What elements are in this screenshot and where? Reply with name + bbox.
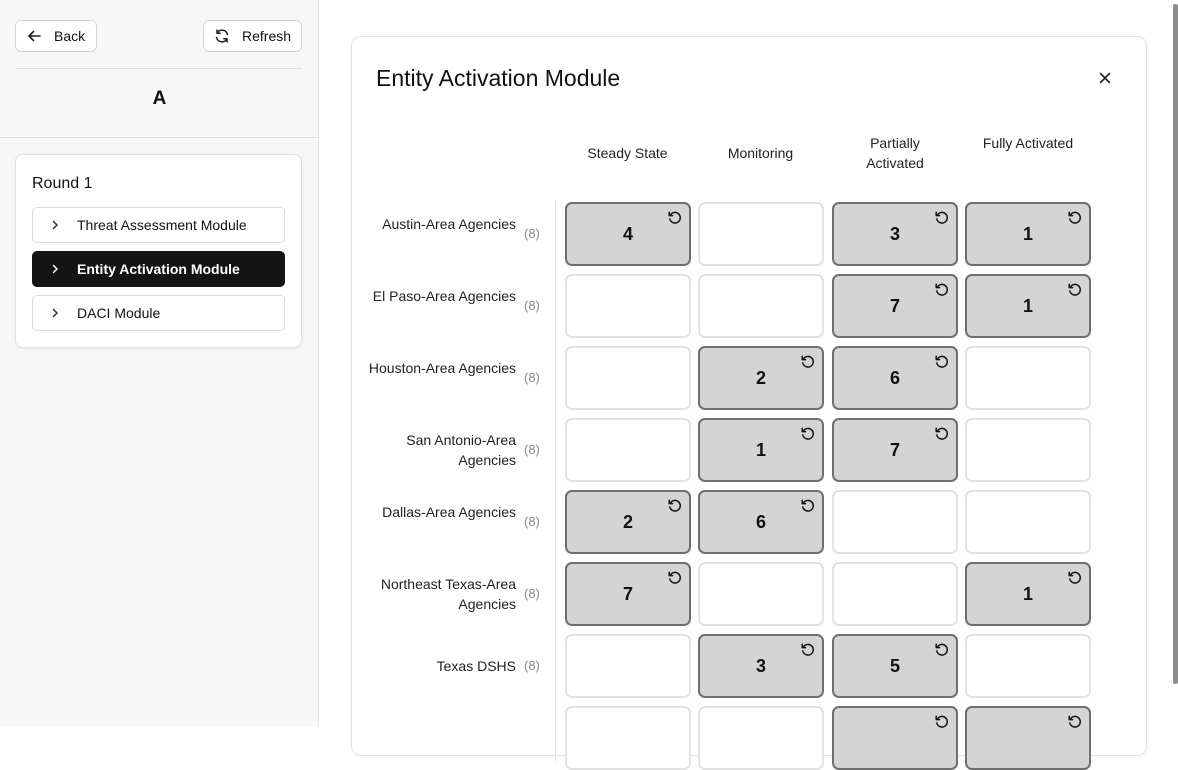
reset-icon[interactable]	[1066, 569, 1084, 587]
row-count: (8)	[524, 586, 540, 601]
cell-count: 7	[622, 584, 633, 604]
cell-count: 1	[755, 440, 766, 460]
divider	[15, 68, 302, 69]
activation-cell[interactable]	[832, 418, 958, 482]
close-icon[interactable]	[1098, 71, 1112, 85]
module-label: Threat Assessment Module	[77, 217, 247, 233]
column-header: Fully Activated	[982, 135, 1074, 151]
reset-icon[interactable]	[1066, 713, 1084, 731]
activation-cell[interactable]	[565, 202, 691, 266]
activation-cell[interactable]	[698, 634, 824, 698]
cell-count: 3	[889, 224, 900, 244]
refresh-icon	[214, 28, 230, 44]
reset-icon[interactable]	[933, 641, 951, 659]
activation-cell[interactable]	[832, 706, 958, 770]
activation-cell[interactable]	[698, 562, 824, 626]
activation-cell[interactable]	[698, 346, 824, 410]
activation-cell[interactable]	[965, 274, 1091, 338]
activation-cell[interactable]	[698, 706, 824, 770]
reset-icon[interactable]	[799, 641, 817, 659]
activation-cell[interactable]	[832, 562, 958, 626]
cell-count: 4	[622, 224, 633, 244]
reset-icon[interactable]	[666, 569, 684, 587]
cell-count: 1	[1022, 584, 1033, 604]
activation-cell[interactable]	[832, 274, 958, 338]
module-item[interactable]	[32, 207, 285, 243]
chevron-right-icon	[33, 264, 77, 274]
back-label: Back	[54, 28, 86, 44]
reset-icon[interactable]	[933, 713, 951, 731]
row-label: Texas DSHS	[436, 658, 516, 674]
cell-count: 6	[889, 368, 900, 388]
activation-cell[interactable]	[698, 274, 824, 338]
activation-cell[interactable]	[832, 202, 958, 266]
row-label: San Antonio-Area Agencies	[406, 432, 516, 468]
refresh-label: Refresh	[242, 28, 292, 44]
activation-cell[interactable]	[565, 634, 691, 698]
reset-icon[interactable]	[666, 497, 684, 515]
reset-icon[interactable]	[933, 209, 951, 227]
row-count: (8)	[524, 442, 540, 457]
activation-cell[interactable]	[565, 274, 691, 338]
cell-count: 3	[755, 656, 766, 676]
row-count: (8)	[524, 226, 540, 241]
reset-icon[interactable]	[799, 425, 817, 443]
cell-count: 2	[622, 512, 633, 532]
cell-count: 6	[755, 512, 766, 532]
module-label: Entity Activation Module	[77, 261, 240, 277]
reset-icon[interactable]	[933, 425, 951, 443]
reset-icon[interactable]	[799, 497, 817, 515]
chevron-right-icon	[33, 308, 77, 318]
row-label: El Paso-Area Agencies	[372, 288, 516, 304]
column-header: Partially Activated	[866, 135, 924, 171]
activation-cell[interactable]	[565, 490, 691, 554]
activation-cell[interactable]	[965, 634, 1091, 698]
chevron-right-icon	[33, 220, 77, 230]
row-label: Dallas-Area Agencies	[382, 504, 516, 520]
cell-count: 2	[755, 368, 766, 388]
refresh-button[interactable]	[203, 20, 302, 52]
activation-cell[interactable]	[698, 490, 824, 554]
row-count: (8)	[524, 658, 540, 673]
sidebar-toolbar	[15, 20, 302, 52]
round-card	[15, 154, 302, 348]
cell-count: 7	[889, 296, 900, 316]
row-count: (8)	[524, 370, 540, 385]
cell-count: 7	[889, 440, 900, 460]
sidebar	[0, 0, 319, 726]
activation-cell[interactable]	[832, 634, 958, 698]
row-count: (8)	[524, 514, 540, 529]
column-header: Monitoring	[727, 145, 794, 161]
round-title: Round 1	[32, 175, 93, 192]
activation-cell[interactable]	[698, 202, 824, 266]
activation-cell[interactable]	[965, 418, 1091, 482]
grid-divider	[555, 201, 556, 761]
reset-icon[interactable]	[933, 353, 951, 371]
row-label: Northeast Texas-Area Agencies	[380, 576, 516, 612]
activation-cell[interactable]	[965, 346, 1091, 410]
reset-icon[interactable]	[1066, 209, 1084, 227]
activation-cell[interactable]	[965, 562, 1091, 626]
activation-cell[interactable]	[565, 562, 691, 626]
module-item[interactable]	[32, 251, 285, 287]
panel-title: Entity Activation Module	[376, 65, 621, 91]
activation-cell[interactable]	[832, 490, 958, 554]
column-header: Steady State	[587, 145, 668, 161]
activation-cell[interactable]	[965, 706, 1091, 770]
row-count: (8)	[524, 298, 540, 313]
row-label: Austin-Area Agencies	[382, 216, 516, 232]
divider	[0, 137, 319, 138]
page-scrollbar[interactable]	[1173, 4, 1178, 684]
activation-cell[interactable]	[565, 706, 691, 770]
cell-count: 1	[1022, 224, 1033, 244]
activation-cell[interactable]	[565, 346, 691, 410]
activation-cell[interactable]	[698, 418, 824, 482]
team-identifier: A	[152, 88, 167, 109]
activation-cell[interactable]	[565, 418, 691, 482]
reset-icon[interactable]	[799, 353, 817, 371]
cell-count: 1	[1022, 296, 1033, 316]
reset-icon[interactable]	[933, 281, 951, 299]
back-button[interactable]	[15, 20, 97, 52]
module-label: DACI Module	[77, 305, 161, 321]
activation-cell[interactable]	[832, 346, 958, 410]
reset-icon[interactable]	[666, 209, 684, 227]
arrow-left-icon	[27, 29, 41, 43]
cell-count: 5	[889, 656, 900, 676]
reset-icon[interactable]	[1066, 281, 1084, 299]
module-panel	[351, 36, 1147, 756]
activation-cell[interactable]	[965, 490, 1091, 554]
row-label: Houston-Area Agencies	[368, 360, 516, 376]
module-item[interactable]	[32, 295, 285, 331]
activation-cell[interactable]	[965, 202, 1091, 266]
